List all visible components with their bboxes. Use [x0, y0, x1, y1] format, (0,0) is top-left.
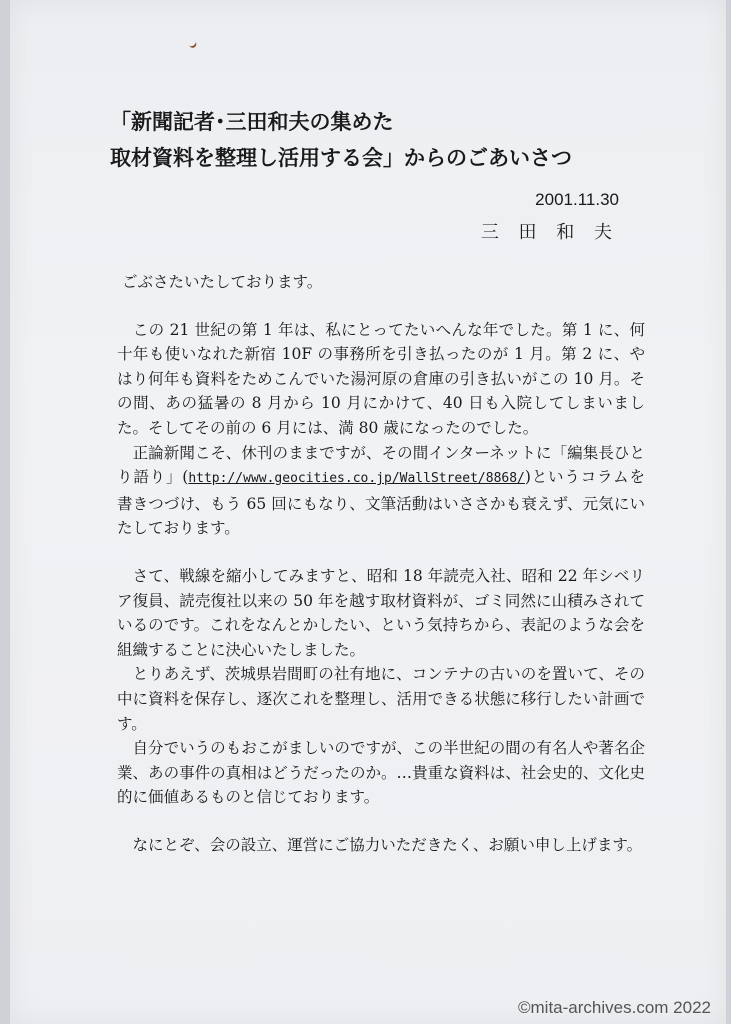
paragraph-1: この 21 世紀の第 1 年は、私にとってたいへんな年でした。第 1 に、何十年も使いなれた新宿 10F の事務所を引き払ったのが 1 月。第 2 に、やはり何年も資料をためこんでいた湯河原の倉庫の引き払いがこの 10 月。その間、あの猛暑の 8 月から 10 月にかけて、40 日も入院してしまいました。そしてその前の 6 月には、満 80 歳になったのでした。 — [117, 320, 645, 437]
letter-body — [117, 270, 645, 857]
greeting: ごぶさたいたしております。 — [121, 273, 323, 291]
title-line-1: 「新聞記者･三田和夫の集めた — [110, 110, 394, 134]
column-url-link[interactable]: http://www.geocities.co.jp/WallStreet/8868/ — [188, 471, 525, 487]
paragraph-seiron: 正論新聞こそ、休刊のままですが、その間インターネットに「編集長ひとり語り」(http://www.geocities.co.jp/WallStreet/8868/)というコラムを書きつづけ、もう 65 回にもなり、文筆活動はいささかも衰えず、元気にいたしております。 — [117, 443, 645, 538]
copyright-watermark: ©mita-archives.com 2022 — [518, 998, 711, 1017]
paragraph-closing: なにとぞ、会の設立、運営にご協力いただきたく、お願い申し上げます。 — [132, 835, 643, 854]
paragraph-3: とりあえず、茨城県岩間町の社有地に、コンテナの古いのを置いて、その中に資料を保存し、逐次これを整理し、活用できる状態に移行したい計画です。 — [117, 665, 645, 733]
document-date: 2001.11.30 — [535, 190, 619, 209]
document-page — [10, 0, 726, 1024]
paragraph-2: さて、戦線を縮小してみますと、昭和 18 年読売入社、昭和 22 年シベリア復員、読売復社以来の 50 年を越す取材資料が、ゴミ同然に山積みされているのです。これをなんとかしたい、という気持ちから、表記のような会を組織することに決心いたしました。 — [117, 566, 645, 659]
paragraph-4: 自分でいうのもおこがましいのですが、この半世紀の間の有名人や著名企業、あの事件の真相はどうだったのか。…貴重な資料は、社会史的、文化史的に価値あるものと信じております。 — [117, 739, 645, 807]
author-name: 三 田 和 夫 — [480, 222, 619, 243]
stain-mark — [186, 37, 198, 50]
title-line-2: 取材資料を整理し活用する会」からのごあいさつ — [110, 146, 572, 170]
document-title — [110, 104, 572, 176]
